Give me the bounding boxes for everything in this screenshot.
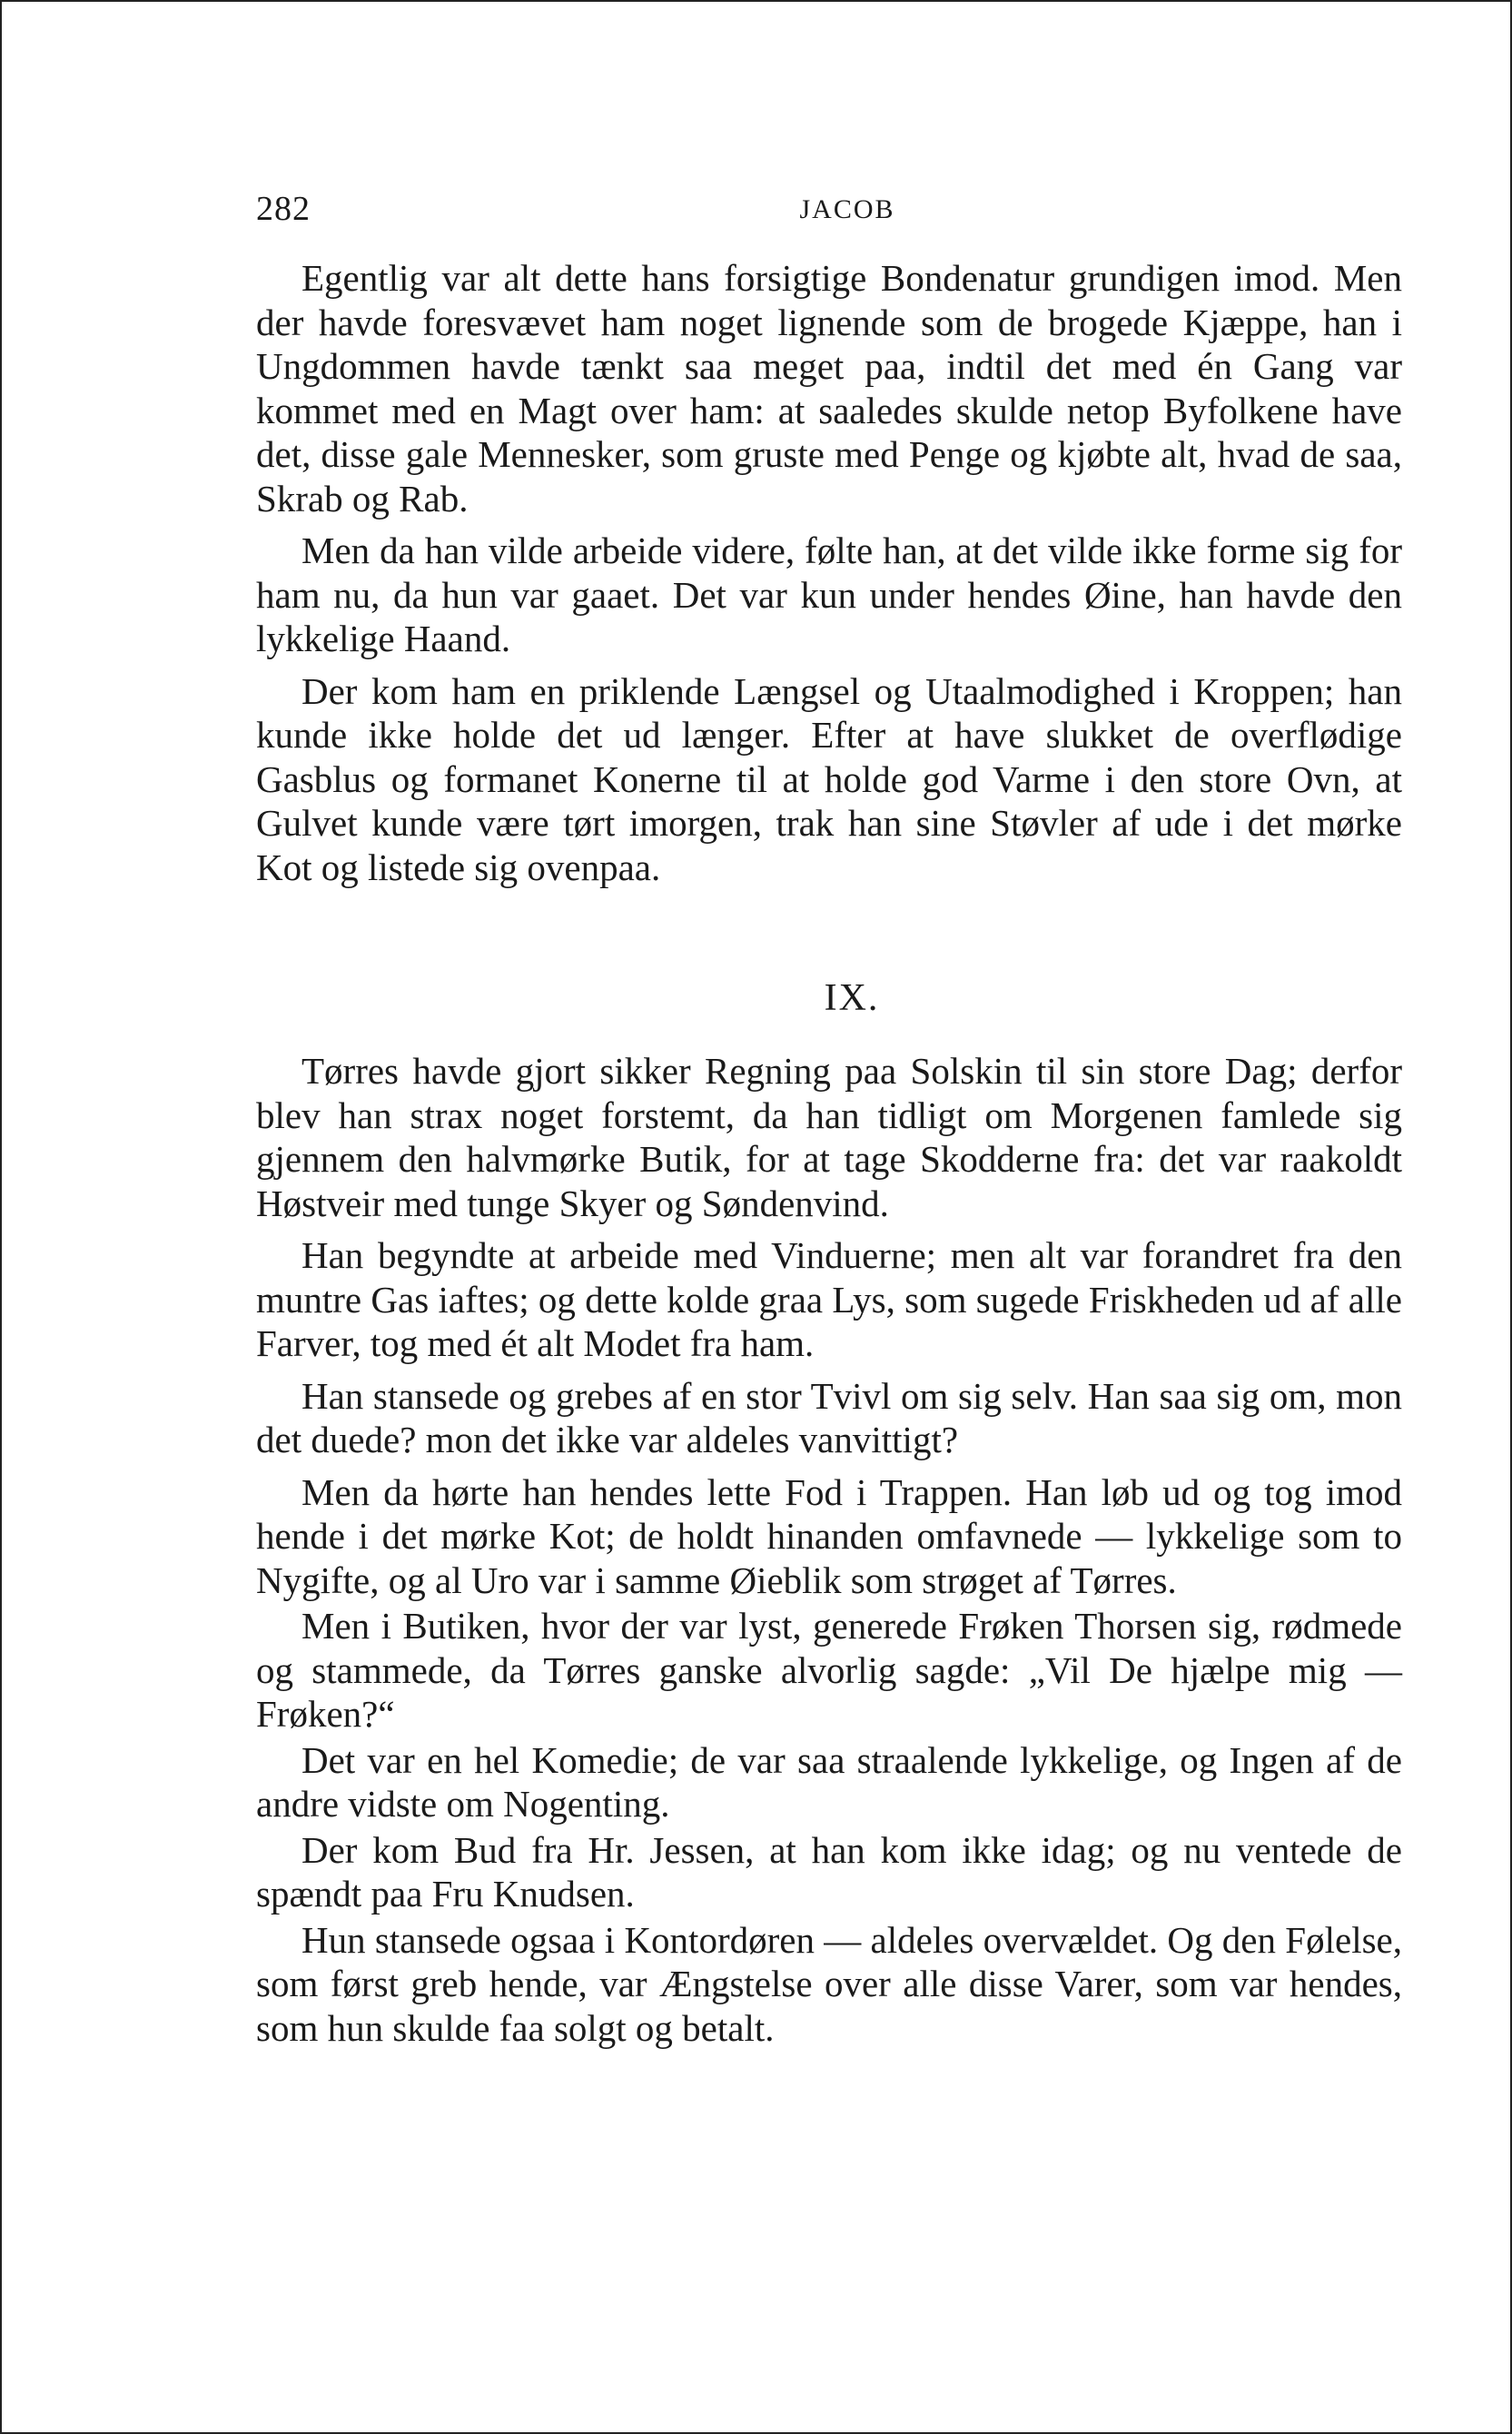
paragraph: Der kom Bud fra Hr. Jessen, at han kom ikke idag; og nu ventede de spændt paa Fru Knudsen.: [256, 1828, 1402, 1915]
paragraph: Men da hørte han hendes lette Fod i Trappen. Han løb ud og tog imod hende i det mørke Kot; de holdt hinanden omfavnede — lykkelige som to Nygifte, og al Uro var i samme Øieblik som strøget af Tørres.: [256, 1470, 1402, 1601]
paragraph: Der kom ham en priklende Længsel og Utaalmodighed i Kroppen; han kunde ikke holde det ud længer. Efter at have slukket de overflødige Gasblus og formanet Konerne til at holde god Varme i den store Ovn, at Gulvet kunde være tørt imorgen, trak han sine Støvler af ude i det mørke Kot og listede sig ovenpaa.: [256, 669, 1402, 888]
section-two-text: [256, 1049, 1402, 2052]
paragraph: Han begyndte at arbeide med Vinduerne; men alt var forandret fra den muntre Gas iaftes; og dette kolde graa Lys, som sugede Friskheden ud af alle Farver, tog med ét alt Modet fra ham.: [256, 1234, 1402, 1364]
paragraph: Tørres havde gjort sikker Regning paa Solskin til sin store Dag; derfor blev han strax noget forstemt, da han tidligt om Morgenen famlede sig gjennem den halvmørke Butik, for at tage Skodderne fra: det var raakoldt Høstveir med tunge Skyer og Søndenvind.: [256, 1050, 1402, 1224]
page-number: 282: [256, 190, 311, 228]
paragraph: Det var en hel Komedie; de var saa straalende lykkelige, og Ingen af de andre vidste om Nogenting.: [256, 1738, 1402, 1825]
paragraph: Han stansede og grebes af en stor Tvivl om sig selv. Han saa sig om, mon det duede? mon det ikke var aldeles vanvittigt?: [256, 1374, 1402, 1460]
chapter-heading: IX.: [824, 977, 880, 1019]
paragraph: Men da han vilde arbeide videre, følte han, at det vilde ikke forme sig for ham nu, da hun var gaaet. Det var kun under hendes Øine, han havde den lykkelige Haand.: [256, 529, 1402, 659]
paragraph: Hun stansede ogsaa i Kontordøren — aldeles overvældet. Og den Følelse, som først greb hende, var Ængstelse over alle disse Varer, som var hendes, som hun skulde faa solgt og betalt.: [256, 1918, 1402, 2049]
paragraph: Men i Butiken, hvor der var lyst, generede Frøken Thorsen sig, rødmede og stammede, da Tørres ganske alvorlig sagde: „Vil De hjælpe mig — Frøken?“: [256, 1605, 1402, 1735]
paragraph: Egentlig var alt dette hans forsigtige Bondenatur grundigen imod. Men der havde foresvævet ham noget lignende som de brogede Kjæppe, han i Ungdommen havde tænkt saa meget paa, indtil det med én Gang var kommet med en Magt over ham: at saaledes skulde netop Byfolkene have det, disse gale Mennesker, som gruste med Penge og kjøbte alt, hvad de saa, Skrab og Rab.: [256, 257, 1402, 519]
page-header: [256, 182, 1402, 236]
section-one-text: [256, 256, 1402, 897]
running-title: JACOB: [799, 194, 895, 224]
